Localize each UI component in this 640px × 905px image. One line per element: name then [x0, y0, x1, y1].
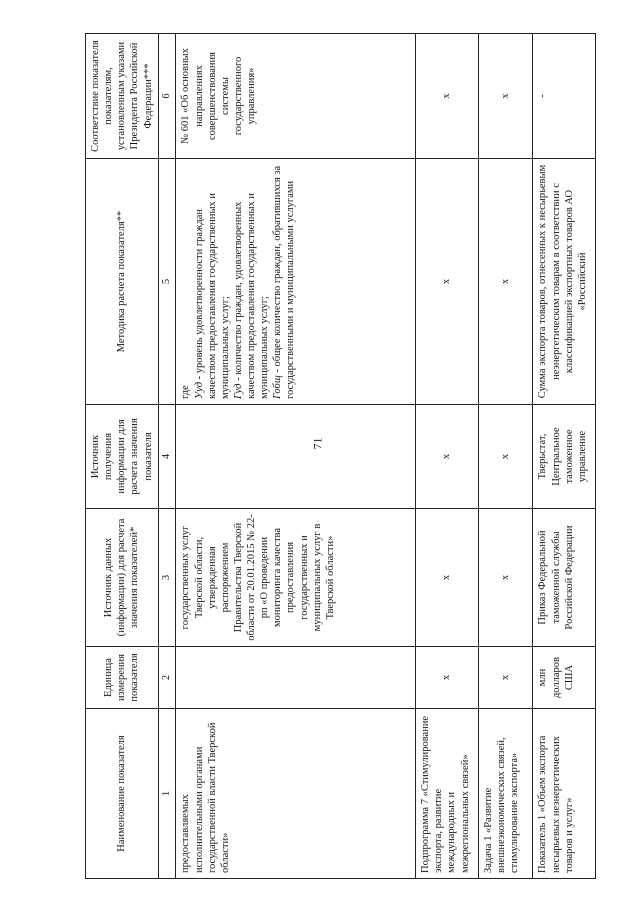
method-line: где	[180, 385, 192, 399]
method-cell: х	[478, 159, 533, 405]
decree-cell: -	[533, 34, 596, 159]
source-cell: Приказ Федеральной таможенной службы Российской Федерации	[533, 509, 596, 647]
header-row	[86, 34, 159, 879]
indicator-table	[85, 33, 596, 879]
source-cell: х	[478, 509, 533, 647]
decree-cell: № 601 «Об основных направлениях совершенствования системы государственного управления»	[176, 34, 416, 159]
indicator-table-rotated	[85, 34, 596, 879]
header-receipt: Источник получения информации для расчета значения показателя	[86, 405, 159, 509]
source-cell: х	[416, 509, 479, 647]
unit-cell: х	[478, 647, 533, 709]
header-unit: Единица измерения показателя	[86, 647, 159, 709]
column-number: 1	[158, 709, 176, 879]
indicator-name-cell: предоставляемых исполнительными органами государственной власти Тверской области»	[176, 709, 416, 879]
table-row	[533, 34, 596, 879]
receipt-cell	[176, 405, 416, 509]
indicator-name-cell: Подпрограмма 7 «Стимулирование экспорта, развитие международных и межрегиональных связей»	[416, 709, 479, 879]
header-decree: Соответствие показателя показателям, установленным указами Президента Российской Федерации***	[86, 34, 159, 159]
receipt-cell: Тверьстат, Центральное таможенное управление	[533, 405, 596, 509]
column-number: 4	[158, 405, 176, 509]
indicator-name-cell: Задача 1 «Развитие внешнеэкономических связей, стимулирование экспорта»	[478, 709, 533, 879]
source-cell: государственных услуг Тверской области, утвержденная распоряжением Правительства Тверской области от 20.01.2015 № 22-рп «О проведении мониторинга качества предоставления государственных и муниципальных услуг в Тверской области»	[176, 509, 416, 647]
method-cell: Сумма экспорта товаров, отнесенных к несырьевым неэнергетическим товарам в соответствии с классификацией экспортных товаров АО «Российский	[533, 159, 596, 405]
indicator-name-cell: Показатель 1 «Объем экспорта несырьевых неэнергетических товаров и услуг»	[533, 709, 596, 879]
unit-cell	[176, 647, 416, 709]
column-number: 5	[158, 159, 176, 405]
header-source: Источник данных (информации) для расчета значения показателей*	[86, 509, 159, 647]
page-number: 71	[310, 437, 325, 450]
method-cell: х	[416, 159, 479, 405]
method-cell	[176, 159, 416, 405]
table-row	[478, 34, 533, 879]
receipt-cell: х	[416, 405, 479, 509]
column-number-row	[158, 34, 176, 879]
receipt-cell: х	[478, 405, 533, 509]
column-number: 3	[158, 509, 176, 647]
method-line: Ууд - уровень удовлетворенности граждан качеством предоставления государственных и муниципальных услуг;	[193, 192, 231, 399]
column-number: 6	[158, 34, 176, 159]
column-number: 2	[158, 647, 176, 709]
method-line: Гуд - количество граждан, удовлетворенных качеством предоставления государственных и муниципальных услуг;	[232, 192, 271, 399]
table-row	[416, 34, 479, 879]
indicator-table-container	[85, 34, 596, 879]
decree-cell: х	[478, 34, 533, 159]
header-method: Методика расчета показателя**	[86, 159, 159, 405]
unit-cell: х	[416, 647, 479, 709]
table-row	[176, 34, 416, 879]
unit-cell: млн долларов США	[533, 647, 596, 709]
method-line: Гобщ - общее количество граждан, обратившихся за государственными и муниципальными услугами	[272, 165, 297, 399]
decree-cell: х	[416, 34, 479, 159]
header-name: Наименование показателя	[86, 709, 159, 879]
